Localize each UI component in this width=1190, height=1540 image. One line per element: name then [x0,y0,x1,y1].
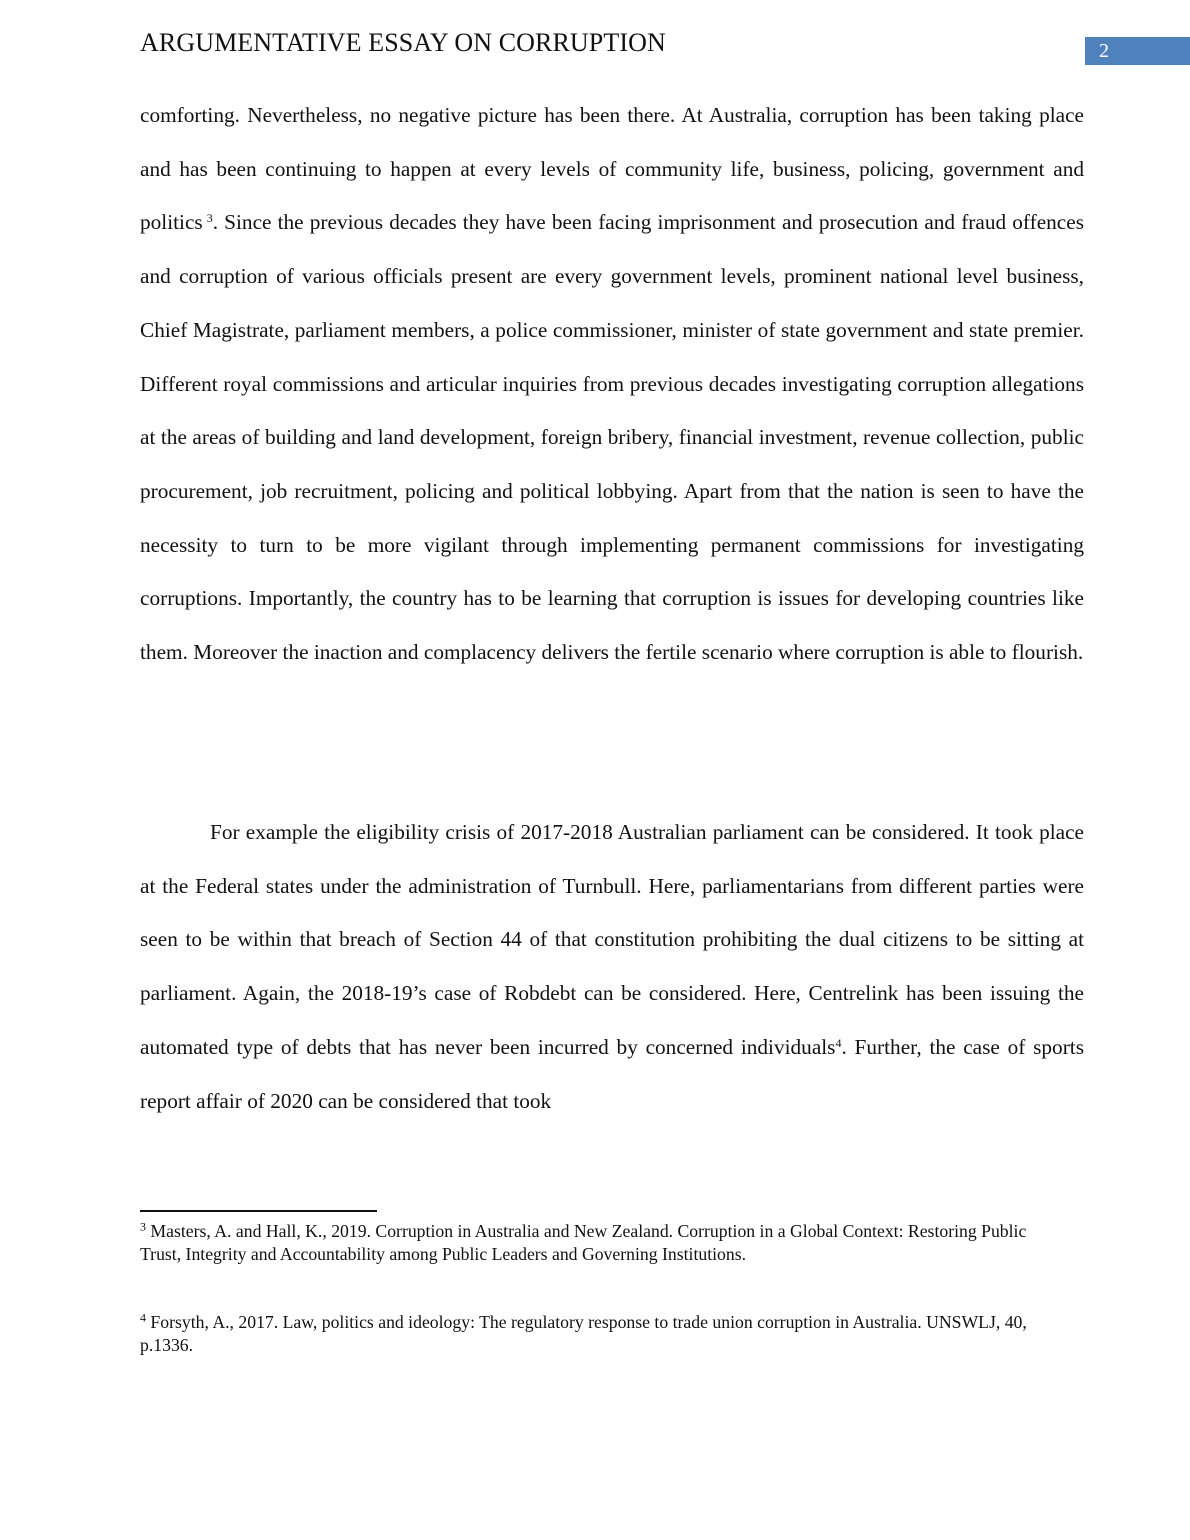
footnote-text: Masters, A. and Hall, K., 2019. Corruption in Australia and New Zealand. Corruption in a Global Context: Restoring Public Trust, Integrity and Accountability among Public Leaders and Governing Institutions. [140,1221,1027,1264]
body-paragraph [140,89,1084,680]
paragraph-text: For example the eligibility crisis of 2017-2018 Australian parliament can be considered. It took place at the Federal states under the administration of Turnbull. Here, parliamentarians from different parties were seen to be within that breach of Section 44 of that constitution prohibiting the dual citizens to be sitting at parliament. Again, the 2018-19’s case of Robdebt can be considered. Here, Centrelink has been issuing the automated type of debts that has never been incurred by concerned individuals [140,820,1084,1059]
footnote-reference[interactable]: 4 [835,1035,842,1050]
footnote-text: Forsyth, A., 2017. Law, politics and ideology: The regulatory response to trade union corruption in Australia. UNSWLJ, 40, p.1336. [140,1312,1027,1355]
paragraph-text: . Further, the case of sports report affair of 2020 can be considered that took [140,1034,1084,1113]
footnote-separator [140,1210,377,1212]
page-number-badge: 2 [1085,37,1190,65]
paragraph-text: . Since the previous decades they have been facing imprisonment and prosecution and fraud offences and corruption of various officials present are every government levels, prominent national level business, Chief Magistrate, parliament members, a police commissioner, minister of state government and state premier. Different royal commissions and articular inquiries from previous decades investigating corruption allegations at the areas of building and land development, foreign bribery, financial investment, revenue collection, public procurement, job recruitment, policing and political lobbying. Apart from that the nation is seen to have the necessity to turn to be more vigilant through implementing permanent commissions for investigating corruptions. Importantly, the country has to be learning that corruption is issues for developing countries like them. Moreover the inaction and complacency delivers the fertile scenario where corruption is able to flourish. [140,210,1084,665]
footnote [140,1220,1070,1266]
footnote-number: 4 [140,1310,146,1325]
running-header-title: ARGUMENTATIVE ESSAY ON CORRUPTION [140,28,666,57]
footnote [140,1311,1070,1357]
paragraph-text: comforting. Nevertheless, no negative picture has been there. At Australia, corruption has been taking place and has been continuing to happen at every levels of community life, business, policing, government and politics [140,103,1084,235]
body-paragraph [140,806,1084,1128]
footnote-number: 3 [140,1219,146,1234]
footnote-reference[interactable]: 3 [206,211,213,226]
